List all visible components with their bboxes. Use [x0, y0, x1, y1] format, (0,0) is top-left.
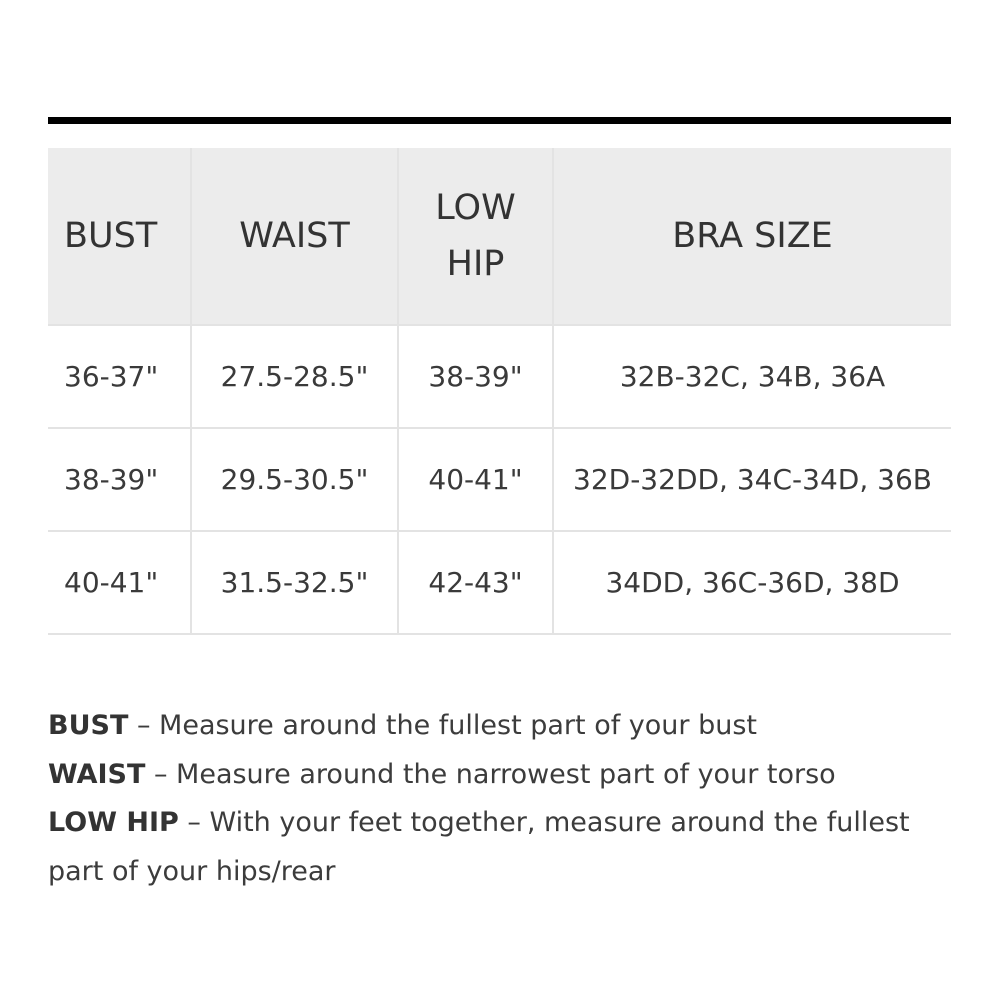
note-text: – With your feet together, measure around the fullest part of your hips/rear — [48, 807, 910, 887]
header-bra-size: BRA SIZE — [553, 148, 951, 325]
cell-bra-size: 34DD, 36C-36D, 38D — [553, 531, 951, 634]
cell-bust: 40-41" — [48, 531, 191, 634]
cell-bust: 38-39" — [48, 428, 191, 531]
measurement-notes — [48, 702, 948, 896]
cell-low-hip: 40-41" — [398, 428, 553, 531]
note-text: – Measure around the narrowest part of your torso — [145, 758, 836, 790]
size-chart-table — [48, 148, 951, 635]
cell-bra-size: 32D-32DD, 34C-34D, 36B — [553, 428, 951, 531]
top-divider — [48, 117, 951, 124]
cell-low-hip: 38-39" — [398, 325, 553, 428]
cell-bra-size: 32B-32C, 34B, 36A — [553, 325, 951, 428]
header-waist: WAIST — [191, 148, 398, 325]
note-low-hip — [48, 799, 948, 896]
table-header-row — [48, 148, 951, 325]
cell-waist: 27.5-28.5" — [191, 325, 398, 428]
note-bust — [48, 702, 948, 751]
note-text: – Measure around the fullest part of your bust — [128, 710, 758, 741]
note-waist — [48, 751, 948, 800]
header-low-hip-line2: HIP — [446, 244, 505, 284]
header-bust: BUST — [48, 148, 191, 325]
header-low-hip-line1: LOW — [435, 188, 516, 228]
table-row — [48, 325, 951, 428]
table-row — [48, 531, 951, 634]
cell-low-hip: 42-43" — [398, 531, 553, 634]
cell-waist: 29.5-30.5" — [191, 428, 398, 531]
cell-bust: 36-37" — [48, 325, 191, 428]
table-row — [48, 428, 951, 531]
header-low-hip — [398, 148, 553, 325]
note-term: BUST — [48, 710, 129, 741]
cell-waist: 31.5-32.5" — [191, 531, 398, 634]
note-term: LOW HIP — [48, 807, 179, 838]
note-term: WAIST — [48, 758, 146, 790]
